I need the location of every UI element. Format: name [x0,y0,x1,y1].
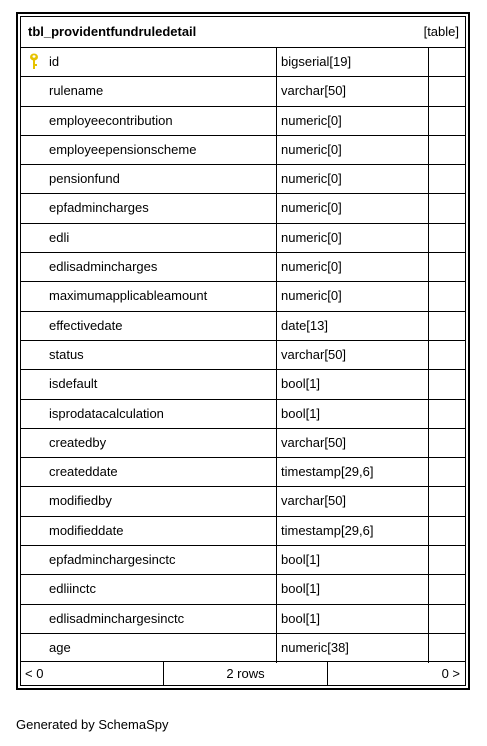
column-type: numeric[0] [281,229,342,245]
column-type-cell [277,224,429,252]
table-row [21,194,465,223]
column-type-cell [277,48,429,76]
column-extra-cell [429,341,465,369]
column-type: numeric[0] [281,141,342,157]
column-extra-cell [429,400,465,428]
column-extra-cell [429,605,465,633]
table-name[interactable]: tbl_providentfundruledetail [28,24,197,39]
table-row [21,370,465,399]
column-name[interactable]: pensionfund [49,171,120,187]
column-extra-cell [429,546,465,574]
table-row [21,546,465,575]
table-row [21,282,465,311]
column-name[interactable]: edli [49,229,70,245]
column-type: timestamp[29,6] [281,522,374,538]
column-type: numeric[38] [281,639,349,655]
column-name-cell [21,77,277,105]
column-extra-cell [429,487,465,515]
column-type: timestamp[29,6] [281,464,374,480]
column-type-cell [277,370,429,398]
column-type: bigserial[19] [281,54,352,69]
parents-count[interactable]: < 0 [25,666,44,681]
column-type-cell [277,517,429,545]
column-type-cell [277,253,429,281]
column-extra-cell [429,429,465,457]
column-name-cell [21,194,277,222]
column-name-cell [21,224,277,252]
column-name[interactable]: status [49,346,84,362]
column-type: bool[1] [281,405,321,421]
column-type: varchar[50] [281,346,347,362]
column-type-cell [277,487,429,515]
column-name-cell [21,575,277,603]
column-name[interactable]: isdefault [49,376,98,392]
column-name-cell [21,312,277,340]
table-row [21,429,465,458]
column-type-cell [277,282,429,310]
table-row [21,253,465,282]
column-type-cell [277,634,429,663]
row-count-cell [164,662,328,685]
column-extra-cell [429,48,465,76]
parents-count-cell [21,662,164,685]
column-name-cell [21,400,277,428]
table-row [21,107,465,136]
column-type: numeric[0] [281,200,342,216]
column-type: varchar[50] [281,493,347,509]
column-name[interactable]: epfadminchargesinctc [49,552,176,568]
column-type-cell [277,546,429,574]
column-type-cell [277,429,429,457]
column-name[interactable]: isprodatacalculation [49,405,164,421]
column-name[interactable]: age [49,639,71,655]
column-name-cell [21,487,277,515]
column-name[interactable]: edliinctc [49,581,96,597]
children-count-cell [328,662,465,685]
column-name[interactable]: id [49,54,60,69]
table-row [21,48,465,77]
column-name[interactable]: createddate [49,464,118,480]
column-type: bool[1] [281,552,321,568]
column-type: numeric[0] [281,112,342,128]
column-type-cell [277,575,429,603]
column-extra-cell [429,107,465,135]
column-extra-cell [429,517,465,545]
column-name[interactable]: edlisadminchargesinctc [49,610,185,626]
children-count[interactable]: 0 > [441,666,460,681]
schema-table-box [16,12,470,690]
column-name-cell [21,458,277,486]
column-extra-cell [429,370,465,398]
column-type-cell [277,312,429,340]
column-name-cell [21,165,277,193]
table-header [21,17,465,48]
column-type-cell [277,400,429,428]
column-name-cell [21,634,277,663]
column-name[interactable]: createdby [49,434,107,450]
table-kind-label: [table] [423,24,459,39]
column-type-cell [277,341,429,369]
column-type-cell [277,605,429,633]
column-extra-cell [429,312,465,340]
column-type-cell [277,107,429,135]
column-name-cell [21,517,277,545]
column-list [21,48,465,663]
column-type: bool[1] [281,610,321,626]
column-type-cell [277,458,429,486]
column-type: varchar[50] [281,83,347,99]
column-name-cell [21,546,277,574]
primary-key-icon [29,53,39,71]
column-type: numeric[0] [281,259,342,275]
column-type-cell [277,194,429,222]
column-type: bool[1] [281,376,321,392]
column-name-cell [21,253,277,281]
column-type-cell [277,165,429,193]
column-type-cell [277,77,429,105]
table-row [21,224,465,253]
table-row [21,341,465,370]
table-row [21,400,465,429]
column-extra-cell [429,165,465,193]
column-type-cell [277,136,429,164]
column-name-cell [21,429,277,457]
column-name-cell [21,107,277,135]
column-name-cell [21,370,277,398]
schema-table-inner [20,16,466,686]
table-row [21,634,465,663]
table-footer [21,661,465,685]
column-type: numeric[0] [281,288,342,304]
column-extra-cell [429,634,465,663]
generated-by-label: Generated by SchemaSpy [16,717,169,732]
column-name-cell [21,48,277,76]
table-row [21,458,465,487]
column-name[interactable]: modifiedby [49,493,112,509]
column-name[interactable]: maximumapplicableamount [49,288,208,304]
column-name[interactable]: effectivedate [49,317,123,333]
table-row [21,517,465,546]
column-name[interactable]: employeecontribution [49,112,173,128]
column-name[interactable]: rulename [49,83,104,99]
column-name[interactable]: modifieddate [49,522,124,538]
column-name-cell [21,605,277,633]
column-type: varchar[50] [281,434,347,450]
column-extra-cell [429,136,465,164]
column-name-cell [21,341,277,369]
column-extra-cell [429,224,465,252]
column-extra-cell [429,458,465,486]
column-extra-cell [429,282,465,310]
column-extra-cell [429,77,465,105]
column-name-cell [21,136,277,164]
column-type: bool[1] [281,581,321,597]
table-row [21,165,465,194]
column-type: numeric[0] [281,171,342,187]
column-type: date[13] [281,317,328,333]
column-name-cell [21,282,277,310]
column-extra-cell [429,253,465,281]
table-row [21,77,465,106]
column-name[interactable]: employeepensionscheme [49,141,197,157]
table-row [21,575,465,604]
table-row [21,605,465,634]
table-row [21,312,465,341]
column-name[interactable]: epfadmincharges [49,200,149,216]
table-row [21,487,465,516]
column-extra-cell [429,194,465,222]
column-extra-cell [429,575,465,603]
column-name[interactable]: edlisadmincharges [49,259,158,275]
row-count: 2 rows [226,666,265,681]
table-row [21,136,465,165]
